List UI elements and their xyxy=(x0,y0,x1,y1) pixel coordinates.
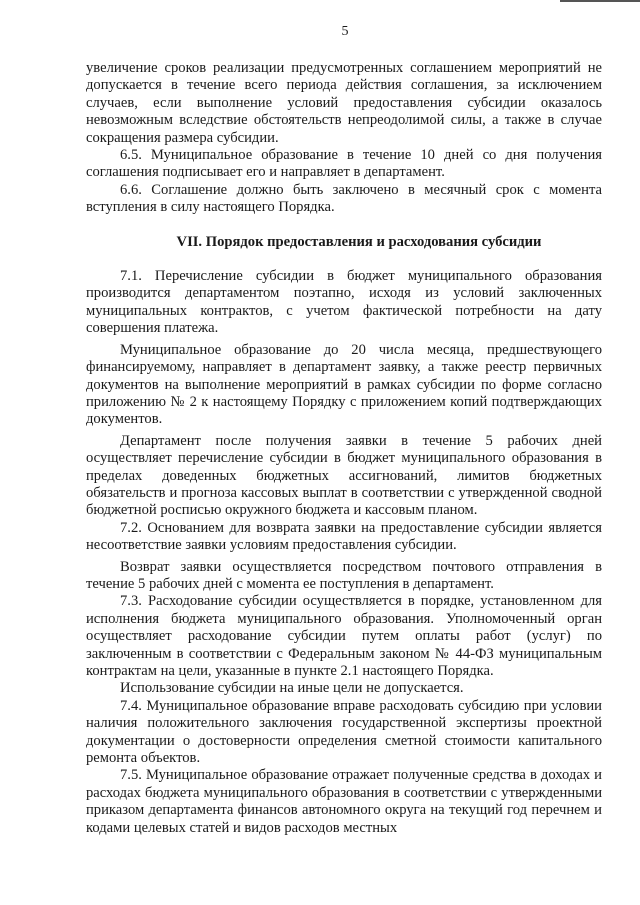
paragraph-7-3-other-use: Использование субсидии на иные цели не допускается. xyxy=(120,680,464,697)
paragraph-7-1-application: Муниципальное образование до 20 числа месяца, предшествующего финансируемому, направляет в департамент заявку, а также реестр первичных документов на выполнение мероприятий в рамках субсидии по форме согласно приложению № 2 к настоящему Порядку с приложением копий подтверждающих документов. xyxy=(86,341,602,428)
paragraph-7-1: 7.1. Перечисление субсидии в бюджет муниципального образования производится департаментом поэтапно, исходя из условий заключенных муниципальных контрактов, с учетом фактической потребности на дату совершения платежа. xyxy=(86,268,602,337)
paragraph-7-1-transfer: Департамент после получения заявки в течение 5 рабочих дней осуществляет перечисление субсидии в бюджет муниципального образования в пределах доведенных бюджетных ассигнований, лимитов бюджетных обязательств и прогноза кассовых выплат в соответствии с утвержденной сводной бюджетной росписью окружного бюджета и кассовым планом. xyxy=(86,432,602,519)
paragraph-7-2-return: Возврат заявки осуществляется посредством почтового отправления в течение 5 рабочих дней с момента ее поступления в департамент. xyxy=(86,558,602,592)
paragraph-continuation: увеличение сроков реализации предусмотренных соглашением мероприятий не допускается в течение всего периода действия соглашения, за исключением случаев, если выполнение условий предоставления субсидии оказалось невозможным вследствие обстоятельств непреодолимой силы, а также в случае сокращения размера субсидии. xyxy=(86,60,602,146)
paragraph-6-5: 6.5. Муниципальное образование в течение 10 дней со дня получения соглашения подписывает его и направляет в департамент. xyxy=(86,147,602,181)
document-body xyxy=(86,60,602,837)
section-heading: VII. Порядок предоставления и расходования субсидии xyxy=(176,233,542,250)
paragraph-6-6: 6.6. Соглашение должно быть заключено в месячный срок с момента вступления в силу настоящего Порядка. xyxy=(86,181,602,216)
paragraph-7-5: 7.5. Муниципальное образование отражает полученные средства в доходах и расходах бюджета муниципального образования в соответствии с утвержденными приказом департамента финансов автономного округа на текущий год перечнем и кодами целевых статей и видов расходов местных xyxy=(86,767,602,836)
page-number: 5 xyxy=(341,24,349,39)
paragraph-7-4: 7.4. Муниципальное образование вправе расходовать субсидию при условии наличия положительного заключения государственной экспертизы проектной документации о достоверности определения сметной стоимости капитального ремонта объектов. xyxy=(86,697,602,767)
paragraph-7-2: 7.2. Основанием для возврата заявки на предоставление субсидии является несоответствие заявки условиям предоставления субсидии. xyxy=(86,519,602,554)
paragraph-7-3: 7.3. Расходование субсидии осуществляется в порядке, установленном для исполнения бюджета муниципального образования. Уполномоченный орган осуществляет расходование субсидии путем оплаты работ (услуг) по заключенным в соответствии с Федеральным законом № 44-ФЗ муниципальным контрактам на цели, указанные в пункте 2.1 настоящего Порядка. xyxy=(86,593,602,679)
top-edge-rule xyxy=(560,0,640,2)
